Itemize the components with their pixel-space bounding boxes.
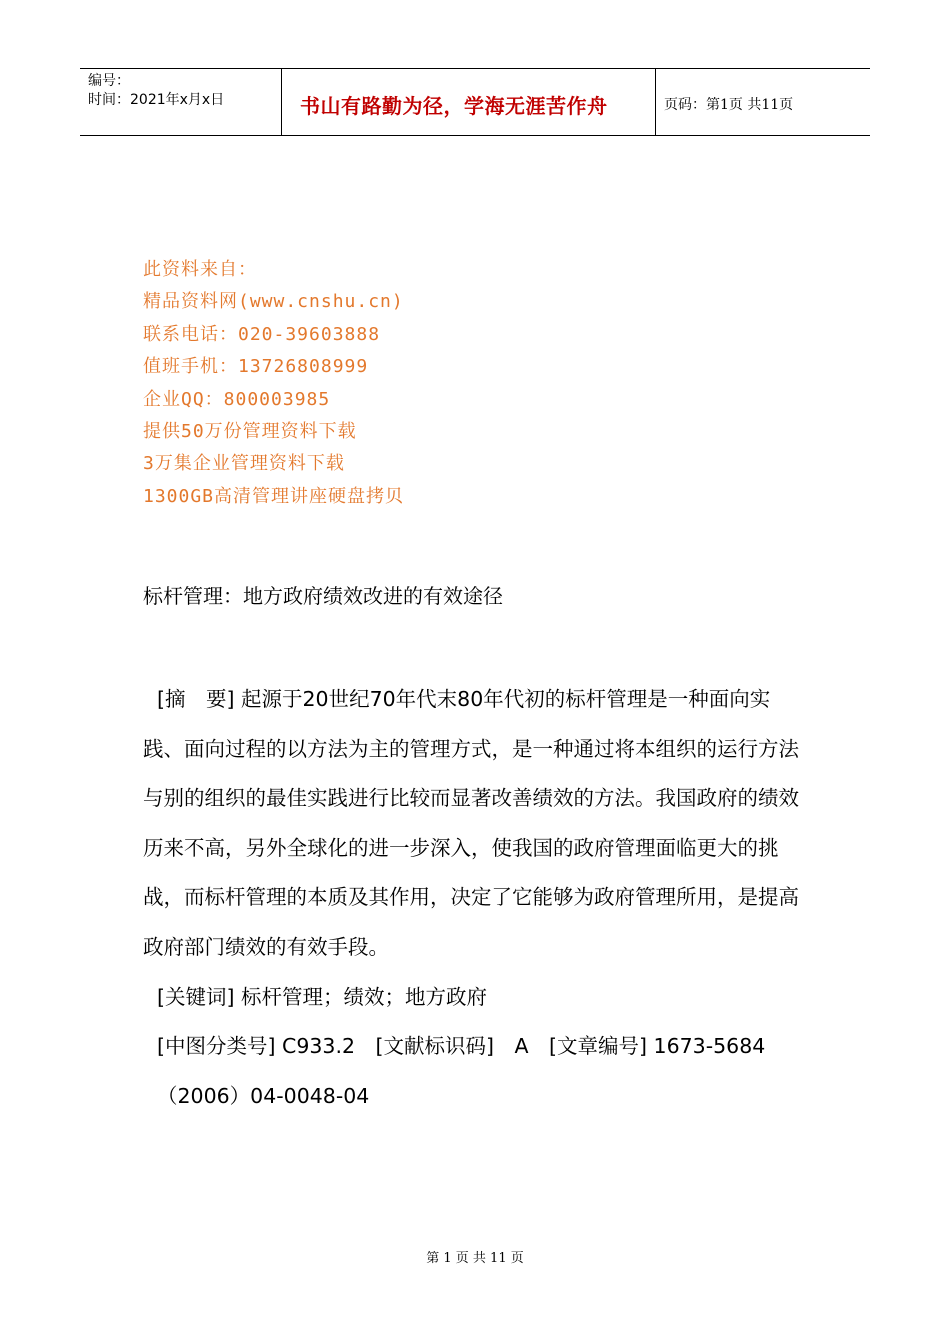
header-motto: 书山有路勤为径，学海无涯苦作舟 bbox=[300, 94, 608, 118]
article-body bbox=[143, 675, 803, 1121]
article-abstract: [摘 要] 起源于20世纪70年代末80年代初的标杆管理是一种面向实践、面向过程的以方法为主的管理方式，是一种通过将本组织的运行方法与别的组织的最佳实践进行比较而显著改善绩效的方法。我国政府的绩效历来不高，另外全球化的进一步深入，使我国的政府管理面临更大的挑战，而标杆管理的本质及其作用，决定了它能够为政府管理所用，是提高政府部门绩效的有效手段。 bbox=[143, 687, 799, 959]
page-footer: 第 1 页 共 11 页 bbox=[426, 1251, 524, 1266]
document-number-label: 编号： bbox=[88, 73, 130, 89]
promo-block bbox=[143, 254, 404, 513]
document-date: 时间：2021年x月x日 bbox=[88, 92, 225, 108]
header-divider-right bbox=[655, 68, 656, 136]
promo-line: 企业QQ：800003985 bbox=[143, 388, 331, 410]
promo-line: 联系电话：020-39603888 bbox=[143, 323, 381, 345]
promo-line: 值班手机：13726808999 bbox=[143, 356, 369, 378]
header-page-info: 页码：第1页 共11页 bbox=[664, 97, 794, 113]
header-bottom-rule bbox=[80, 135, 870, 136]
promo-line: 1300GB高清管理讲座硬盘拷贝 bbox=[143, 485, 405, 507]
article-classification: [中图分类号] C933.2 [文献标识码] A [文章编号] 1673-5684（2006）04-0048-04 bbox=[157, 1034, 766, 1108]
header-meta bbox=[88, 72, 224, 110]
promo-line: 3万集企业管理资料下载 bbox=[143, 453, 345, 475]
promo-line: 此资料来自： bbox=[143, 259, 257, 280]
article-keywords: [关键词] 标杆管理；绩效；地方政府 bbox=[157, 984, 488, 1009]
promo-line: 提供50万份管理资料下载 bbox=[143, 421, 357, 443]
article-title: 标杆管理：地方政府绩效改进的有效途径 bbox=[143, 584, 503, 608]
header-top-rule bbox=[80, 68, 870, 69]
header-divider-left bbox=[281, 68, 282, 136]
promo-line: 精品资料网(www.cnshu.cn) bbox=[143, 291, 404, 313]
